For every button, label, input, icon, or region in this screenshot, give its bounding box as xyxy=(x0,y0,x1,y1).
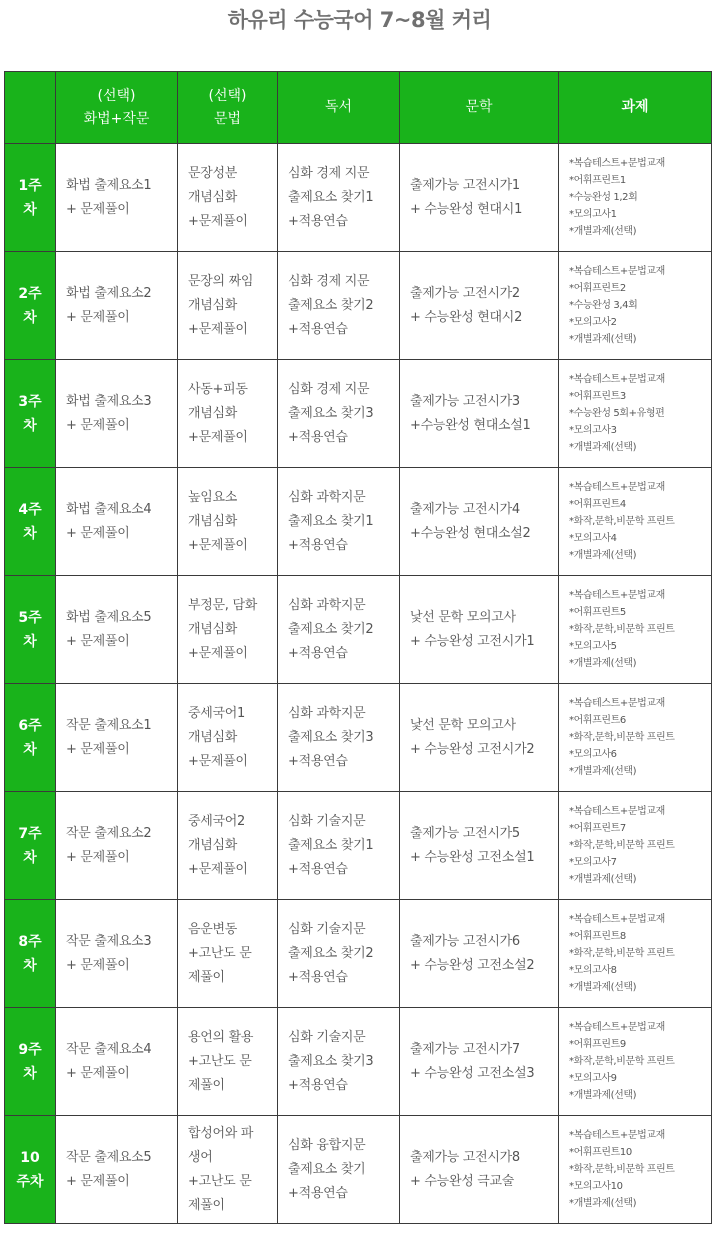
grammar-line: 부정문, 담화 xyxy=(188,597,257,613)
tasks-cell xyxy=(559,900,712,1008)
reading-cell xyxy=(278,792,400,900)
grammar-line: 개념심화 xyxy=(188,189,238,205)
task-item: *개별과제(선택) xyxy=(569,442,637,453)
literature-line: 출제가능 고전시가6 xyxy=(410,933,520,949)
task-item: *모의고사2 xyxy=(569,317,617,328)
reading-line: 심화 경제 지문 xyxy=(288,381,370,397)
reading-line: 심화 경제 지문 xyxy=(288,165,370,181)
grammar-cell xyxy=(178,468,278,576)
speech-writing-line: 화법 출제요소4 xyxy=(66,501,152,517)
table-row xyxy=(5,576,712,684)
task-item: *개별과제(선택) xyxy=(569,1198,637,1209)
speech-writing-line: 작문 출제요소2 xyxy=(66,825,152,841)
tasks-cell xyxy=(559,468,712,576)
grammar-cell xyxy=(178,1008,278,1116)
reading-line: 출제요소 찾기1 xyxy=(288,837,374,853)
task-item: *개별과제(선택) xyxy=(569,550,637,561)
task-item: *화작,문학,비문학 프린트 xyxy=(569,732,675,743)
reading-line: 심화 과학지문 xyxy=(288,489,366,505)
grammar-line: 제풀이 xyxy=(188,969,225,985)
table-row xyxy=(5,252,712,360)
week-cell xyxy=(5,900,56,1008)
task-item: *개별과제(선택) xyxy=(569,1090,637,1101)
week-label: 차 xyxy=(23,849,37,866)
task-item: *수능완성 5회+유형편 xyxy=(569,408,665,419)
grammar-line: +문제풀이 xyxy=(188,753,248,769)
speech-writing-line: 화법 출제요소5 xyxy=(66,609,152,625)
task-item: *모의고사5 xyxy=(569,641,617,652)
reading-cell xyxy=(278,468,400,576)
literature-cell xyxy=(400,576,559,684)
grammar-cell xyxy=(178,900,278,1008)
literature-line: 출제가능 고전시가3 xyxy=(410,393,520,409)
task-item: *복습테스트+문법교재 xyxy=(569,698,665,709)
table-header-row xyxy=(5,72,712,144)
task-item: *복습테스트+문법교재 xyxy=(569,806,665,817)
task-item: *어휘프린트10 xyxy=(569,1147,632,1158)
literature-cell xyxy=(400,468,559,576)
speech-writing-cell xyxy=(56,1116,178,1224)
literature-cell xyxy=(400,144,559,252)
task-item: *어휘프린트7 xyxy=(569,823,626,834)
grammar-line: +고난도 문 xyxy=(188,1053,252,1069)
grammar-cell xyxy=(178,252,278,360)
literature-line: + 수능완성 고전시가2 xyxy=(410,741,535,757)
week-label: 차 xyxy=(23,309,37,326)
reading-line: 심화 기술지문 xyxy=(288,813,366,829)
reading-line: +적용연습 xyxy=(288,321,348,337)
week-cell xyxy=(5,1008,56,1116)
speech-writing-cell xyxy=(56,684,178,792)
speech-writing-line: + 문제풀이 xyxy=(66,1173,130,1189)
reading-line: 출제요소 찾기2 xyxy=(288,621,374,637)
grammar-line: 개념심화 xyxy=(188,837,238,853)
week-label: 차 xyxy=(23,525,37,542)
reading-cell xyxy=(278,144,400,252)
speech-writing-line: + 문제풀이 xyxy=(66,633,130,649)
speech-writing-line: 작문 출제요소4 xyxy=(66,1041,152,1057)
task-item: *화작,문학,비문학 프린트 xyxy=(569,516,675,527)
grammar-line: 제풀이 xyxy=(188,1077,225,1093)
reading-line: 출제요소 찾기3 xyxy=(288,729,374,745)
grammar-line: +문제풀이 xyxy=(188,429,248,445)
literature-line: 낯선 문학 모의고사 xyxy=(410,717,516,733)
reading-line: 심화 과학지문 xyxy=(288,597,366,613)
reading-line: +적용연습 xyxy=(288,537,348,553)
tasks-cell xyxy=(559,252,712,360)
reading-cell xyxy=(278,576,400,684)
grammar-line: 합성어와 파 xyxy=(188,1125,254,1141)
task-item: *화작,문학,비문학 프린트 xyxy=(569,948,675,959)
tasks-cell xyxy=(559,360,712,468)
task-item: *개별과제(선택) xyxy=(569,766,637,777)
header-tasks: 과제 xyxy=(559,72,712,144)
grammar-line: 문장의 짜임 xyxy=(188,273,254,289)
grammar-line: 음운변동 xyxy=(188,921,238,937)
page-title: 하유리 수능국어 7~8월 커리 xyxy=(227,8,492,32)
speech-writing-cell xyxy=(56,252,178,360)
grammar-cell xyxy=(178,360,278,468)
literature-cell xyxy=(400,360,559,468)
literature-line: 출제가능 고전시가2 xyxy=(410,285,520,301)
week-cell xyxy=(5,360,56,468)
reading-cell xyxy=(278,1116,400,1224)
task-item: *화작,문학,비문학 프린트 xyxy=(569,1056,675,1067)
week-label: 1주 xyxy=(18,177,42,194)
week-label: 차 xyxy=(23,741,37,758)
task-item: *어휘프린트3 xyxy=(569,391,626,402)
reading-line: 출제요소 찾기1 xyxy=(288,513,374,529)
speech-writing-cell xyxy=(56,360,178,468)
tasks-cell xyxy=(559,792,712,900)
reading-line: 출제요소 찾기1 xyxy=(288,189,374,205)
speech-writing-cell xyxy=(56,468,178,576)
week-cell xyxy=(5,684,56,792)
reading-line: +적용연습 xyxy=(288,429,348,445)
table-row xyxy=(5,360,712,468)
grammar-line: 개념심화 xyxy=(188,729,238,745)
curriculum-table xyxy=(4,71,712,1224)
task-item: *모의고사9 xyxy=(569,1073,617,1084)
reading-cell xyxy=(278,360,400,468)
header-grammar-line2: 문법 xyxy=(213,110,242,127)
task-item: *개별과제(선택) xyxy=(569,226,637,237)
task-item: *복습테스트+문법교재 xyxy=(569,374,665,385)
task-item: *모의고사8 xyxy=(569,965,617,976)
header-week xyxy=(5,72,56,144)
reading-line: 출제요소 찾기2 xyxy=(288,297,374,313)
week-label: 7주 xyxy=(18,825,42,842)
tasks-cell xyxy=(559,1008,712,1116)
table-row xyxy=(5,792,712,900)
tasks-cell xyxy=(559,684,712,792)
grammar-cell xyxy=(178,684,278,792)
speech-writing-line: 작문 출제요소5 xyxy=(66,1149,152,1165)
speech-writing-line: 화법 출제요소2 xyxy=(66,285,152,301)
header-reading: 독서 xyxy=(278,72,400,144)
task-item: *어휘프린트9 xyxy=(569,1039,626,1050)
grammar-line: 개념심화 xyxy=(188,621,238,637)
grammar-line: +문제풀이 xyxy=(188,213,248,229)
grammar-line: +고난도 문 xyxy=(188,1173,252,1189)
grammar-line: +고난도 문 xyxy=(188,945,252,961)
grammar-line: +문제풀이 xyxy=(188,861,248,877)
reading-line: 심화 과학지문 xyxy=(288,705,366,721)
header-speech-writing xyxy=(56,72,178,144)
header-literature: 문학 xyxy=(400,72,559,144)
week-cell xyxy=(5,252,56,360)
tasks-cell xyxy=(559,1116,712,1224)
task-item: *어휘프린트4 xyxy=(569,499,626,510)
speech-writing-cell xyxy=(56,900,178,1008)
task-item: *화작,문학,비문학 프린트 xyxy=(569,1164,675,1175)
week-label: 5주 xyxy=(18,609,42,626)
table-row xyxy=(5,1008,712,1116)
reading-line: +적용연습 xyxy=(288,645,348,661)
week-cell xyxy=(5,792,56,900)
literature-cell xyxy=(400,792,559,900)
literature-line: + 수능완성 고전소설3 xyxy=(410,1065,535,1081)
literature-line: 출제가능 고전시가7 xyxy=(410,1041,520,1057)
task-item: *복습테스트+문법교재 xyxy=(569,266,665,277)
grammar-cell xyxy=(178,144,278,252)
task-item: *복습테스트+문법교재 xyxy=(569,1022,665,1033)
speech-writing-line: 작문 출제요소3 xyxy=(66,933,152,949)
week-label: 차 xyxy=(23,201,37,218)
literature-line: + 수능완성 고전시가1 xyxy=(410,633,535,649)
week-label: 10 xyxy=(20,1149,40,1166)
literature-line: 출제가능 고전시가8 xyxy=(410,1149,520,1165)
table-row xyxy=(5,144,712,252)
grammar-line: 개념심화 xyxy=(188,297,238,313)
tasks-cell xyxy=(559,576,712,684)
speech-writing-line: + 문제풀이 xyxy=(66,1065,130,1081)
week-label: 주차 xyxy=(16,1173,44,1190)
grammar-line: +문제풀이 xyxy=(188,321,248,337)
task-item: *화작,문학,비문학 프린트 xyxy=(569,624,675,635)
grammar-line: +문제풀이 xyxy=(188,645,248,661)
reading-cell xyxy=(278,252,400,360)
literature-line: + 수능완성 현대시2 xyxy=(410,309,523,325)
grammar-line: 중세국어1 xyxy=(188,705,246,721)
reading-line: +적용연습 xyxy=(288,861,348,877)
task-item: *복습테스트+문법교재 xyxy=(569,914,665,925)
week-label: 차 xyxy=(23,633,37,650)
literature-line: + 수능완성 현대시1 xyxy=(410,201,523,217)
table-row xyxy=(5,684,712,792)
reading-cell xyxy=(278,1008,400,1116)
task-item: *모의고사7 xyxy=(569,857,617,868)
grammar-line: 개념심화 xyxy=(188,405,238,421)
week-cell xyxy=(5,1116,56,1224)
task-item: *어휘프린트1 xyxy=(569,175,626,186)
speech-writing-line: 작문 출제요소1 xyxy=(66,717,152,733)
week-label: 8주 xyxy=(18,933,42,950)
speech-writing-cell xyxy=(56,576,178,684)
speech-writing-cell xyxy=(56,144,178,252)
speech-writing-cell xyxy=(56,1008,178,1116)
task-item: *수능완성 1,2회 xyxy=(569,192,638,203)
task-item: *화작,문학,비문학 프린트 xyxy=(569,840,675,851)
grammar-line: 문장성분 xyxy=(188,165,238,181)
task-item: *개별과제(선택) xyxy=(569,334,637,345)
header-speech-writing-line1: (선택) xyxy=(97,87,136,104)
literature-line: 출제가능 고전시가4 xyxy=(410,501,520,517)
week-cell xyxy=(5,576,56,684)
task-item: *복습테스트+문법교재 xyxy=(569,158,665,169)
literature-cell xyxy=(400,1116,559,1224)
week-label: 9주 xyxy=(18,1041,42,1058)
grammar-line: 사동+피동 xyxy=(188,381,248,397)
reading-line: 심화 경제 지문 xyxy=(288,273,370,289)
week-label: 4주 xyxy=(18,501,42,518)
speech-writing-line: + 문제풀이 xyxy=(66,417,130,433)
task-item: *어휘프린트5 xyxy=(569,607,626,618)
literature-line: + 수능완성 고전소설1 xyxy=(410,849,535,865)
reading-line: 출제요소 찾기3 xyxy=(288,1053,374,1069)
task-item: *모의고사3 xyxy=(569,425,617,436)
task-item: *모의고사6 xyxy=(569,749,617,760)
literature-line: 출제가능 고전시가5 xyxy=(410,825,520,841)
reading-line: 심화 기술지문 xyxy=(288,1029,366,1045)
speech-writing-line: + 문제풀이 xyxy=(66,525,130,541)
speech-writing-cell xyxy=(56,792,178,900)
header-grammar xyxy=(178,72,278,144)
grammar-cell xyxy=(178,792,278,900)
grammar-line: 중세국어2 xyxy=(188,813,246,829)
week-label: 차 xyxy=(23,957,37,974)
speech-writing-line: 화법 출제요소1 xyxy=(66,177,152,193)
task-item: *모의고사1 xyxy=(569,209,617,220)
task-item: *어휘프린트2 xyxy=(569,283,626,294)
literature-cell xyxy=(400,252,559,360)
week-label: 2주 xyxy=(18,285,42,302)
week-label: 3주 xyxy=(18,393,42,410)
task-item: *복습테스트+문법교재 xyxy=(569,482,665,493)
speech-writing-line: + 문제풀이 xyxy=(66,849,130,865)
speech-writing-line: + 문제풀이 xyxy=(66,201,130,217)
literature-line: 출제가능 고전시가1 xyxy=(410,177,520,193)
literature-line: +수능완성 현대소설2 xyxy=(410,525,531,541)
reading-line: +적용연습 xyxy=(288,1185,348,1201)
table-row xyxy=(5,468,712,576)
reading-line: 심화 기술지문 xyxy=(288,921,366,937)
reading-line: +적용연습 xyxy=(288,1077,348,1093)
reading-line: +적용연습 xyxy=(288,753,348,769)
header-grammar-line1: (선택) xyxy=(208,87,247,104)
speech-writing-line: 화법 출제요소3 xyxy=(66,393,152,409)
task-item: *수능완성 3,4회 xyxy=(569,300,638,311)
grammar-line: +문제풀이 xyxy=(188,537,248,553)
task-item: *어휘프린트6 xyxy=(569,715,626,726)
week-cell xyxy=(5,468,56,576)
task-item: *개별과제(선택) xyxy=(569,982,637,993)
literature-line: + 수능완성 고전소설2 xyxy=(410,957,535,973)
reading-cell xyxy=(278,900,400,1008)
tasks-cell xyxy=(559,144,712,252)
week-label: 차 xyxy=(23,417,37,434)
speech-writing-line: + 문제풀이 xyxy=(66,309,130,325)
task-item: *개별과제(선택) xyxy=(569,874,637,885)
grammar-cell xyxy=(178,1116,278,1224)
literature-cell xyxy=(400,1008,559,1116)
literature-cell xyxy=(400,900,559,1008)
literature-cell xyxy=(400,684,559,792)
grammar-line: 제풀이 xyxy=(188,1197,225,1213)
header-speech-writing-line2: 화법+작문 xyxy=(83,110,150,127)
table-row xyxy=(5,900,712,1008)
reading-line: 출제요소 찾기 xyxy=(288,1161,366,1177)
grammar-line: 생어 xyxy=(188,1149,213,1165)
reading-line: 심화 융합지문 xyxy=(288,1137,366,1153)
reading-line: 출제요소 찾기2 xyxy=(288,945,374,961)
literature-line: + 수능완성 극교술 xyxy=(410,1173,515,1189)
task-item: *어휘프린트8 xyxy=(569,931,626,942)
literature-line: +수능완성 현대소설1 xyxy=(410,417,531,433)
week-cell xyxy=(5,144,56,252)
task-item: *개별과제(선택) xyxy=(569,658,637,669)
reading-cell xyxy=(278,684,400,792)
task-item: *복습테스트+문법교재 xyxy=(569,590,665,601)
speech-writing-line: + 문제풀이 xyxy=(66,741,130,757)
task-item: *모의고사4 xyxy=(569,533,617,544)
task-item: *모의고사10 xyxy=(569,1181,623,1192)
grammar-line: 용언의 활용 xyxy=(188,1029,254,1045)
grammar-line: 높임요소 xyxy=(188,489,238,505)
task-item: *복습테스트+문법교재 xyxy=(569,1130,665,1141)
grammar-line: 개념심화 xyxy=(188,513,238,529)
literature-line: 낯선 문학 모의고사 xyxy=(410,609,516,625)
reading-line: 출제요소 찾기3 xyxy=(288,405,374,421)
week-label: 차 xyxy=(23,1065,37,1082)
grammar-cell xyxy=(178,576,278,684)
reading-line: +적용연습 xyxy=(288,969,348,985)
reading-line: +적용연습 xyxy=(288,213,348,229)
table-row xyxy=(5,1116,712,1224)
week-label: 6주 xyxy=(18,717,42,734)
speech-writing-line: + 문제풀이 xyxy=(66,957,130,973)
